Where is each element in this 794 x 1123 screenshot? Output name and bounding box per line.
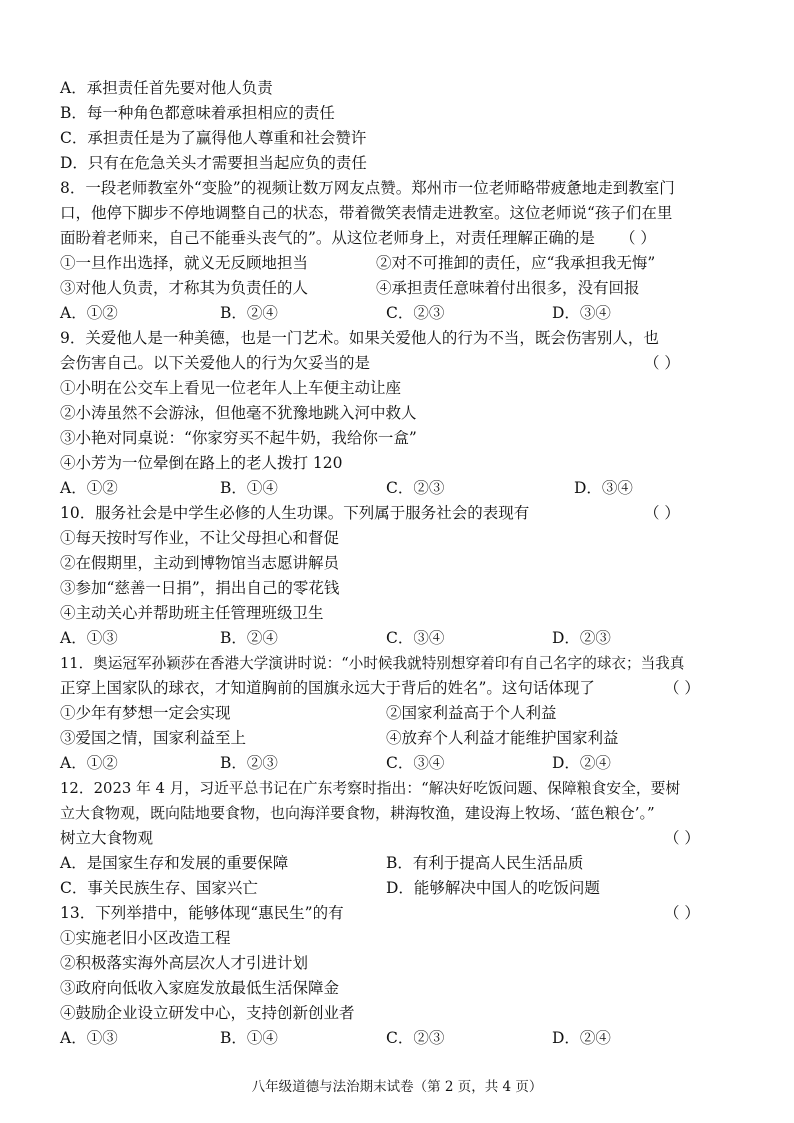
q11-stem-line2: [60, 676, 748, 701]
q9-item-2: ②小涛虽然不会游泳，但他毫不犹豫地跳入河中救人: [60, 404, 417, 422]
q10-choice-a: A．①③: [60, 629, 118, 647]
q12-stem-line2: 立大食物观，既向陆地要食物，也向海洋要食物，耕海牧渔，建设海上牧场、‘蓝色粮仓’。”: [60, 804, 655, 822]
q8-choice-c: C．②③: [386, 304, 445, 322]
q13-choice-d: D．②④: [552, 1029, 611, 1047]
q8-item-3: ③对他人负责，才称其为负责任的人: [60, 279, 309, 297]
q8-choice-b: B．②④: [220, 304, 278, 322]
q9-item-3: ③小艳对同桌说：“你家穷买不起牛奶，我给你一盒”: [60, 429, 417, 447]
q7-option-d: D．只有在危急关头才需要担当起应负的责任: [60, 154, 367, 172]
q10-choice-c: C．③④: [386, 629, 445, 647]
q12-stem-line1: 12．2023 年 4 月，习近平总书记在广东考察时指出：“解决好吃饭问题、保障粮食安全，要树: [60, 780, 681, 797]
page-footer: 八年级道德与法治期末试卷（第 2 页，共 4 页）: [251, 1079, 543, 1095]
q13-choice-b: B．①④: [220, 1029, 278, 1047]
q9-stem-text: 会伤害自己。以下关爱他人的行为欠妥当的是: [60, 354, 371, 372]
q10-item-1: ①每天按时写作业，不让父母担心和督促: [60, 529, 340, 547]
q10-choice-d: D．②③: [552, 629, 611, 647]
q8-stem-text: 面盼着老师来，自己不能垂头丧气的”。从这位老师身上，对责任理解正确的是: [60, 229, 595, 247]
q12-choice-c: C．事关民族生存、国家兴亡: [60, 879, 258, 897]
q13-choice-c: C．②③: [386, 1029, 445, 1047]
q11-choice-c: C．③④: [386, 754, 445, 772]
q9-choice-d: D．③④: [574, 479, 633, 497]
q8-item-1: ①一旦作出选择，就义无反顾地担当: [60, 254, 309, 272]
q10-stem-text: 10．服务社会是中学生必修的人生功课。下列属于服务社会的表现有: [60, 504, 530, 522]
q7-option-a: A．承担责任首先要对他人负责: [60, 79, 273, 97]
q9-item-1: ①小明在公交车上看见一位老年人上车便主动让座: [60, 379, 402, 397]
q8-choice-d: D．③④: [552, 304, 611, 322]
q7-option-b: B．每一种角色都意味着承担相应的责任: [60, 104, 335, 122]
q12-stem-line3: [60, 826, 748, 851]
q13-stem-text: 13．下列举措中，能够体现“惠民生”的有: [60, 904, 344, 922]
q11-choice-a: A．①②: [60, 754, 118, 772]
q13-item-4: ④鼓励企业设立研发中心，支持创新创业者: [60, 1004, 355, 1022]
q11-item-3: ③爱国之情，国家利益至上: [60, 729, 247, 747]
q9-item-4: ④小芳为一位晕倒在路上的老人拨打 120: [60, 454, 343, 472]
q10-answer-bracket: （ ）: [644, 504, 680, 522]
q8-stem-line3: [60, 226, 748, 251]
q9-choices: [60, 476, 748, 501]
q13-item-2: ②积极落实海外高层次人才引进计划: [60, 954, 309, 972]
q12-choices-row2: [60, 876, 748, 901]
q9-choice-b: B．①④: [220, 479, 278, 497]
q8-answer-bracket: （ ）: [620, 229, 656, 247]
q10-item-3: ③参加“慈善一日捐”，捐出自己的零花钱: [60, 579, 340, 597]
q9-choice-c: C．②③: [386, 479, 445, 497]
q9-answer-bracket: （ ）: [644, 354, 680, 372]
q12-choice-a: A．是国家生存和发展的重要保障: [60, 854, 289, 872]
q11-choices: [60, 751, 748, 776]
q12-choices-row1: [60, 851, 748, 876]
q10-item-2: ②在假期里，主动到博物馆当志愿讲解员: [60, 554, 340, 572]
q12-choice-d: D．能够解决中国人的吃饭问题: [386, 879, 600, 897]
q10-choice-b: B．②④: [220, 629, 278, 647]
q9-stem-line1: 9．关爱他人是一种美德，也是一门艺术。如果关爱他人的行为不当，既会伤害别人，也: [60, 329, 659, 347]
q11-choice-d: D．②④: [552, 754, 611, 772]
q11-item-1: ①少年有梦想一定会实现: [60, 704, 231, 722]
q11-choice-b: B．②③: [220, 754, 278, 772]
q10-stem: [60, 501, 748, 526]
q13-answer-bracket: （ ）: [664, 904, 700, 922]
q11-item-2: ②国家利益高于个人利益: [386, 704, 557, 722]
q8-choices: [60, 301, 748, 326]
q12-stem-text: 树立大食物观: [60, 829, 154, 847]
q7-option-c: C．承担责任是为了赢得他人尊重和社会赞许: [60, 129, 367, 147]
q8-item-2: ②对不可推卸的责任，应“我承担我无悔”: [376, 254, 656, 272]
q13-choice-a: A．①③: [60, 1029, 118, 1047]
q8-stem-line1: 8．一段老师教室外“变脸”的视频让数万网友点赞。郑州市一位老师略带疲惫地走到教室门: [60, 179, 675, 197]
q11-items-row2: [60, 726, 748, 751]
q13-stem: [60, 901, 748, 926]
q12-answer-bracket: （ ）: [664, 829, 700, 847]
q13-item-1: ①实施老旧小区改造工程: [60, 929, 231, 947]
q12-choice-b: B．有利于提高人民生活品质: [386, 854, 584, 872]
q8-items-row2: [60, 276, 748, 301]
q11-item-4: ④放弃个人利益才能维护国家利益: [386, 729, 619, 747]
q11-answer-bracket: （ ）: [664, 679, 700, 697]
q8-items-row1: [60, 251, 748, 276]
q11-items-row1: [60, 701, 748, 726]
q10-choices: [60, 626, 748, 651]
q11-stem-line1: 11．奥运冠军孙颖莎在香港大学演讲时说：“小时候我就特别想穿着印有自己名字的球衣；当我真: [60, 655, 685, 672]
q11-stem-text: 正穿上国家队的球衣，才知道胸前的国旗永远大于背后的姓名”。这句话体现了: [60, 679, 595, 697]
q9-choice-a: A．①②: [60, 479, 118, 497]
q10-item-4: ④主动关心并帮助班主任管理班级卫生: [60, 604, 324, 622]
q8-choice-a: A．①②: [60, 304, 118, 322]
q13-choices: [60, 1026, 748, 1051]
q9-stem-line2: [60, 351, 748, 376]
q13-item-3: ③政府向低收入家庭发放最低生活保障金: [60, 979, 340, 997]
q8-stem-line2: 口，他停下脚步不停地调整自己的状态，带着微笑表情走进教室。这位老师说“孩子们在里: [60, 204, 673, 222]
q8-item-4: ④承担责任意味着付出很多，没有回报: [376, 279, 640, 297]
